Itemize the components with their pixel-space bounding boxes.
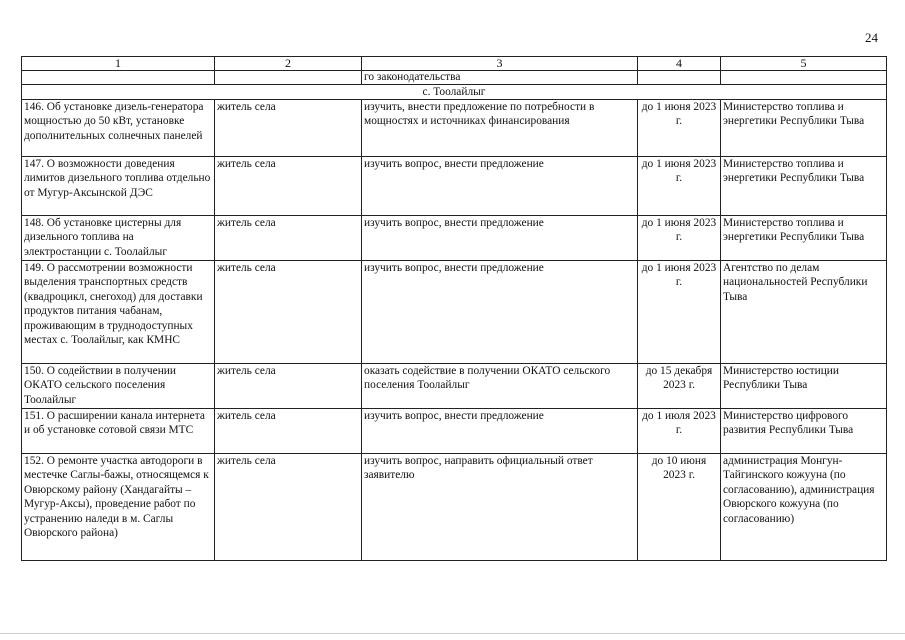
row-responsible-cell: администрация Монгун-Тайгинского кожууна (по согласованию), администрация Овюрского кожууна (по согласованию)	[721, 454, 887, 561]
page-number: 24	[865, 30, 878, 45]
row-item-cell: 148. Об установке цистерны для дизельного топлива на электростанции с. Тоолайлыг	[22, 216, 215, 261]
row-action-cell: изучить вопрос, внести предложение	[362, 261, 638, 364]
header-col-4: 4	[638, 57, 721, 71]
header-col-3: 3	[362, 57, 638, 71]
header-col-2: 2	[215, 57, 362, 71]
row-action-cell: оказать содействие в получении ОКАТО сельского поселения Тоолайлыг	[362, 364, 638, 409]
row-responsible-cell: Агентство по делам национальностей Республики Тыва	[721, 261, 887, 364]
row-item-cell: 149. О рассмотрении возможности выделения транспортных средств (квадроцикл, снегоход) для доставки продуктов питания чабанам, проживающим в труднодоступных местах с. Тоолайлыг, как КМНС	[22, 261, 215, 364]
row-deadline-cell: до 10 июня 2023 г.	[638, 454, 721, 561]
row-initiator-cell: житель села	[215, 454, 362, 561]
row-item-cell: 150. О содействии в получении ОКАТО сельского поселения Тоолайлыг	[22, 364, 215, 409]
row-deadline-cell: до 1 июля 2023 г.	[638, 409, 721, 454]
row-responsible-cell: Министерство топлива и энергетики Республики Тыва	[721, 100, 887, 157]
table-row	[22, 364, 887, 409]
header-col-1: 1	[22, 57, 215, 71]
table-row	[22, 100, 887, 157]
row-responsible-cell: Министерство юстиции Республики Тыва	[721, 364, 887, 409]
scan-edge-line	[0, 633, 905, 634]
row-initiator-cell: житель села	[215, 100, 362, 157]
row-initiator-cell: житель села	[215, 216, 362, 261]
row-responsible-cell: Министерство топлива и энергетики Республики Тыва	[721, 216, 887, 261]
row-action-cell: изучить вопрос, внести предложение	[362, 157, 638, 216]
row-action-cell: изучить, внести предложение по потребности в мощностях и источниках финансирования	[362, 100, 638, 157]
row-item-cell: 146. Об установке дизель-генератора мощностью до 50 кВт, установке дополнительных солнечных панелей	[22, 100, 215, 157]
row-item-cell: 151. О расширении канала интернета и об установке сотовой связи МТС	[22, 409, 215, 454]
row-deadline-cell: до 1 июня 2023 г.	[638, 261, 721, 364]
section-row	[22, 85, 887, 100]
row-responsible-cell: Министерство топлива и энергетики Республики Тыва	[721, 157, 887, 216]
row-deadline-cell: до 15 декабря 2023 г.	[638, 364, 721, 409]
row-initiator-cell: житель села	[215, 157, 362, 216]
table-row	[22, 409, 887, 454]
row-deadline-cell: до 1 июня 2023 г.	[638, 157, 721, 216]
section-title: с. Тоолайлыг	[22, 85, 887, 100]
header-row	[22, 57, 887, 71]
header-col-5: 5	[721, 57, 887, 71]
proposals-table	[21, 56, 887, 561]
table-row	[22, 157, 887, 216]
table-row	[22, 261, 887, 364]
row-item-cell: 147. О возможности доведения лимитов дизельного топлива отдельно от Мугур-Аксынской ДЭС	[22, 157, 215, 216]
row-initiator-cell: житель села	[215, 409, 362, 454]
row-deadline-cell: до 1 июня 2023 г.	[638, 216, 721, 261]
row-action-cell: изучить вопрос, внести предложение	[362, 216, 638, 261]
row-deadline-cell: до 1 июня 2023 г.	[638, 100, 721, 157]
row-responsible-cell: Министерство цифрового развития Республики Тыва	[721, 409, 887, 454]
table-row	[22, 454, 887, 561]
row-item-cell: 152. О ремонте участка автодороги в местечке Саглы-бажы, относящемся к Овюрскому району (Хандагайты – Мугур-Аксы), проведение работ по устранению наледи в м. Саглы Овюрского района)	[22, 454, 215, 561]
table-row	[22, 216, 887, 261]
continuation-text: го законодательства	[362, 71, 638, 85]
row-initiator-cell: житель села	[215, 364, 362, 409]
row-action-cell: изучить вопрос, направить официальный ответ заявителю	[362, 454, 638, 561]
continuation-row	[22, 71, 887, 85]
row-initiator-cell: житель села	[215, 261, 362, 364]
row-action-cell: изучить вопрос, внести предложение	[362, 409, 638, 454]
